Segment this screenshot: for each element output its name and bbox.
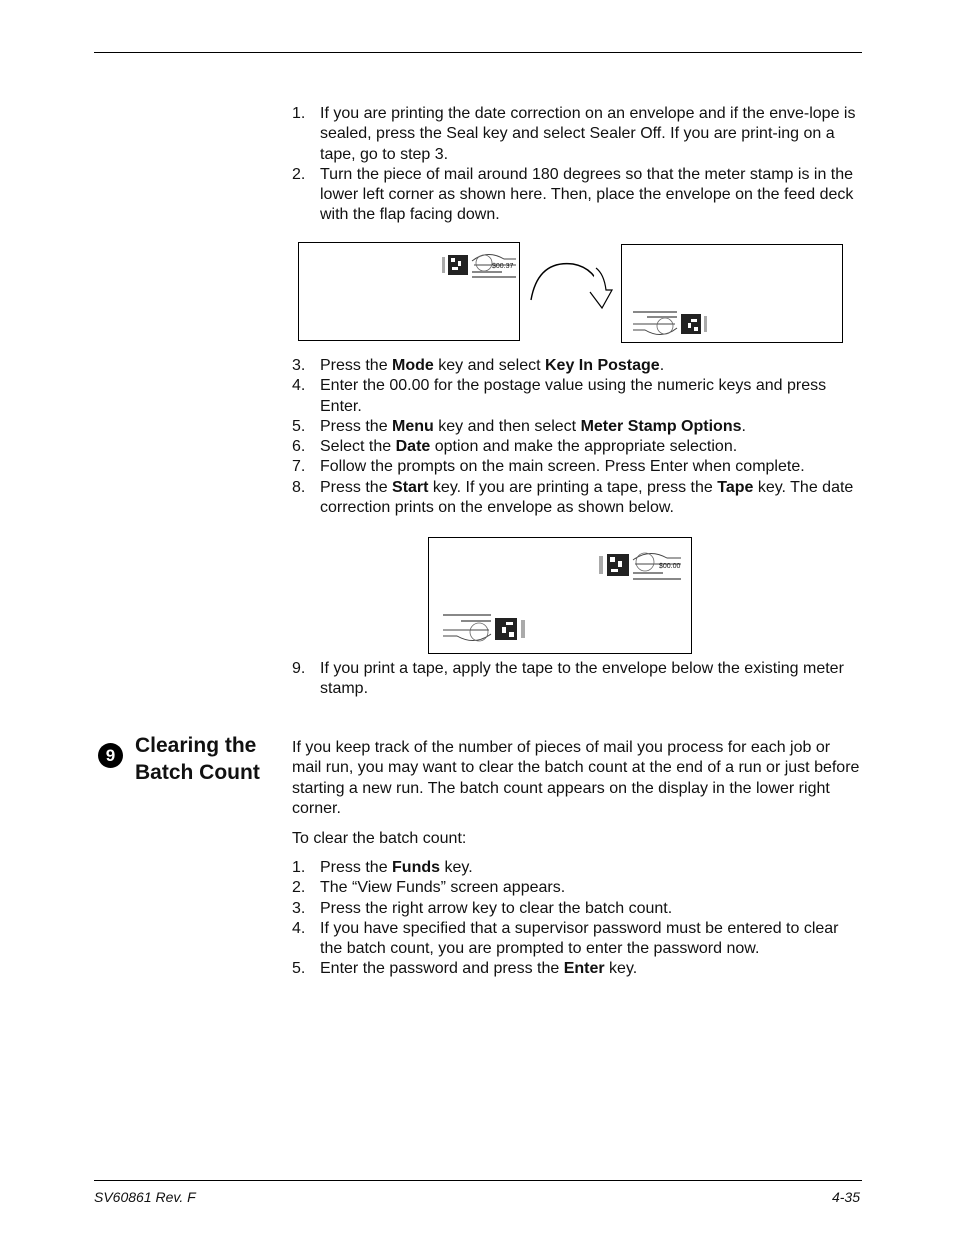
list-item <box>292 356 862 376</box>
key-name: Tape <box>717 478 754 496</box>
step-text: Select the <box>320 438 396 456</box>
step-text: Press the <box>320 417 393 435</box>
rotate-arrow-icon <box>528 258 618 318</box>
step-text: key. <box>604 960 638 978</box>
list-item <box>292 417 862 437</box>
option-name: Key In Postage <box>544 357 660 374</box>
list-item <box>292 104 862 165</box>
header-rule <box>94 52 862 53</box>
option-name: Meter Stamp Options <box>580 417 742 435</box>
list-item <box>292 165 862 226</box>
step-number: 3. <box>292 357 306 374</box>
step-number: 5. <box>292 417 306 435</box>
page-number: 4-35 <box>831 1189 860 1205</box>
meter-stamp-rotated-image <box>627 304 707 338</box>
envelope-corrected <box>428 537 692 654</box>
list-item <box>292 478 862 519</box>
section-heading: Clearing the Batch Count <box>135 734 260 784</box>
list-item <box>292 437 862 457</box>
step-text: key. The date correction prints on the envelope as shown below. <box>320 478 854 517</box>
step-text: If you are printing the date correction on an envelope and if the enve-lope is sealed, press the Seal key and select Sealer Off. If you are print-ing on a tape, go to step 3. <box>320 105 856 163</box>
step-text: If you print a tape, apply the tape to the envelope below the existing meter stamp. <box>320 660 844 698</box>
step-number: 4. <box>292 377 306 395</box>
step-text: . <box>741 417 746 435</box>
envelope-original <box>298 242 520 341</box>
postage-amount: $00.37 <box>492 263 514 270</box>
step-number: 9. <box>292 660 306 677</box>
step-text: . <box>659 357 665 374</box>
list-item <box>292 376 862 417</box>
steps-list-top <box>292 104 862 226</box>
section-intro: If you keep track of the number of pieces of mail you process for each job or mail run, you may want to clear the batch count at the end of a run or just before starting a new run. The batch count appears on the display in the lower right corner. <box>292 739 860 817</box>
step-text: Enter the 00.00 for the postage value using the numeric keys and press Enter. <box>320 377 827 415</box>
step-number: 1. <box>292 859 306 876</box>
list-item <box>292 457 862 477</box>
steps-list-clear <box>292 858 862 980</box>
step-text: Follow the prompts on the main screen. Press Enter when complete. <box>320 458 805 476</box>
step-number: 5. <box>292 960 306 978</box>
section-number-badge: 9 <box>98 743 123 768</box>
key-name: Start <box>392 478 429 496</box>
option-name: Date <box>395 438 431 456</box>
step-number: 1. <box>292 105 306 122</box>
list-item <box>292 878 862 898</box>
section-lead: To clear the batch count: <box>292 830 467 847</box>
step-text: key. <box>440 859 473 876</box>
list-item <box>292 659 862 700</box>
step-number: 7. <box>292 458 306 476</box>
step-text: The “View Funds” screen appears. <box>320 879 566 897</box>
steps-list-tape <box>292 659 862 700</box>
list-item <box>292 899 862 919</box>
step-number: 8. <box>292 478 306 496</box>
step-text: key. If you are printing a tape, press the <box>428 478 718 496</box>
step-text: Press the <box>320 357 393 374</box>
step-number: 4. <box>292 919 306 937</box>
document-id: SV60861 Rev. F <box>94 1189 196 1205</box>
step-number: 2. <box>292 165 306 183</box>
step-text: key and select <box>433 357 545 374</box>
list-item <box>292 959 862 979</box>
step-text: option and make the appropriate selection. <box>430 438 738 456</box>
envelope-rotated <box>621 244 843 343</box>
key-name: Funds <box>392 859 441 876</box>
key-name: Enter <box>563 960 605 978</box>
step-text: key and then select <box>433 417 581 435</box>
footer-rule <box>94 1180 862 1181</box>
steps-list-mid <box>292 356 862 518</box>
step-text: Turn the piece of mail around 180 degrees so that the meter stamp is in the lower left corner as shown here. Then, place the envelope on the feed deck with the flap facing down. <box>320 165 854 224</box>
corrected-postage-amount: $00.00 <box>659 563 681 570</box>
step-number: 6. <box>292 438 306 456</box>
step-text: Press the right arrow key to clear the batch count. <box>320 899 673 917</box>
list-item <box>292 858 862 878</box>
step-text: If you have specified that a supervisor password must be entered to clear the batch count, you are prompted to enter the password now. <box>320 919 839 958</box>
original-stamp-rotated-image <box>439 608 525 644</box>
step-number: 2. <box>292 879 306 897</box>
key-name: Mode <box>392 357 434 374</box>
list-item <box>292 919 862 960</box>
step-text: Enter the password and press the <box>320 960 564 978</box>
step-text: Press the <box>320 859 393 876</box>
step-number: 3. <box>292 899 306 917</box>
step-text: Press the <box>320 478 393 496</box>
key-name: Menu <box>392 417 434 435</box>
